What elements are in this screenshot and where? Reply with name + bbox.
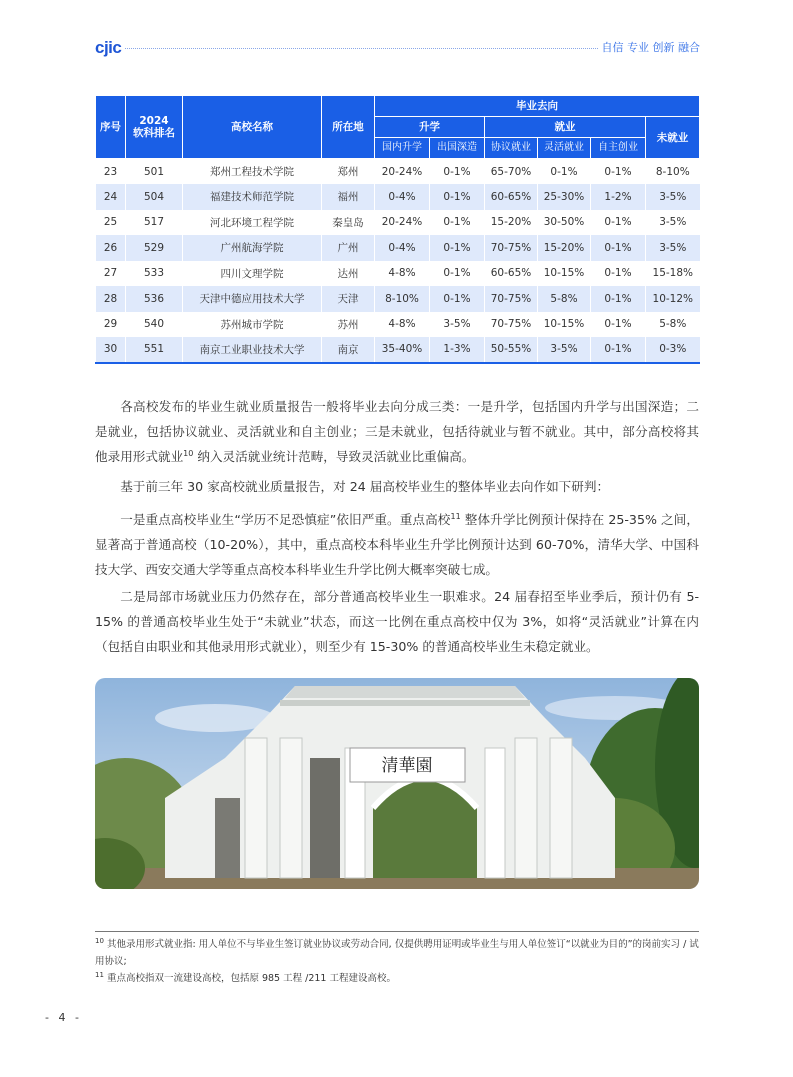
rank-header-line2: 软科排名 xyxy=(133,127,175,139)
footnote-11 xyxy=(95,970,699,987)
cell-self-employed: 0-1% xyxy=(591,312,646,338)
cell-flexible: 5-8% xyxy=(538,286,591,312)
col-header-abroad: 出国深造 xyxy=(430,138,485,159)
cell-school-name: 苏州城市学院 xyxy=(183,312,322,338)
header-slogan: 自信 专业 创新 融合 xyxy=(601,41,700,54)
cell-abroad: 0-1% xyxy=(430,286,485,312)
cell-abroad: 0-1% xyxy=(430,261,485,287)
graduate-destination-table xyxy=(95,95,699,364)
cell-abroad: 0-1% xyxy=(430,159,485,185)
cell-flexible: 10-15% xyxy=(538,261,591,287)
col-header-unemployed: 未就业 xyxy=(646,117,700,159)
paragraph-text: 各高校发布的毕业生就业质量报告一般将毕业去向分成三类：一是升学，包括国内升学与出国深造；二是就业，包括协议就业、灵活就业和自主创业；三是未就业，包括待就业与暂不就业。其中，部分高校将其他录用形式就业 xyxy=(95,399,699,464)
cell-domestic: 35-40% xyxy=(375,337,430,363)
cell-domestic: 4-8% xyxy=(375,312,430,338)
cell-abroad: 3-5% xyxy=(430,312,485,338)
cell-agreement: 65-70% xyxy=(485,159,538,185)
cell-self-employed: 0-1% xyxy=(591,159,646,185)
cell-location: 广州 xyxy=(322,235,375,261)
footnote-ref-10: 10 xyxy=(183,448,194,458)
cell-self-employed: 0-1% xyxy=(591,261,646,287)
cell-abroad: 0-1% xyxy=(430,184,485,210)
col-header-location: 所在地 xyxy=(322,96,375,159)
cell-domestic: 0-4% xyxy=(375,235,430,261)
cell-domestic: 8-10% xyxy=(375,286,430,312)
cell-location: 福州 xyxy=(322,184,375,210)
cell-location: 秦皇岛 xyxy=(322,210,375,236)
col-header-agreement: 协议就业 xyxy=(485,138,538,159)
footnote-number: 10 xyxy=(95,936,104,945)
cell-flexible: 30-50% xyxy=(538,210,591,236)
cell-abroad: 0-1% xyxy=(430,210,485,236)
cell-unemployed: 15-18% xyxy=(646,261,700,287)
cell-unemployed: 0-3% xyxy=(646,337,700,363)
page-number: - 4 - xyxy=(45,1011,82,1024)
cell-rank: 533 xyxy=(126,261,183,287)
cell-school-name: 广州航海学院 xyxy=(183,235,322,261)
paragraph-intro-judgement: 基于前三年 30 家高校就业质量报告，对 24 届高校毕业生的整体毕业去向作如下研判： xyxy=(120,479,610,494)
cell-seq: 26 xyxy=(96,235,126,261)
cell-flexible: 15-20% xyxy=(538,235,591,261)
cell-agreement: 70-75% xyxy=(485,312,538,338)
rank-header-line1: 2024 xyxy=(139,115,169,127)
cell-rank: 517 xyxy=(126,210,183,236)
cell-unemployed: 3-5% xyxy=(646,235,700,261)
table-row xyxy=(96,286,700,312)
cell-school-name: 河北环境工程学院 xyxy=(183,210,322,236)
col-header-employment: 就业 xyxy=(485,117,646,138)
cell-unemployed: 3-5% xyxy=(646,184,700,210)
cell-school-name: 天津中德应用技术大学 xyxy=(183,286,322,312)
cell-unemployed: 8-10% xyxy=(646,159,700,185)
cell-rank: 501 xyxy=(126,159,183,185)
cell-school-name: 郑州工程技术学院 xyxy=(183,159,322,185)
cell-rank: 529 xyxy=(126,235,183,261)
footnote-ref-11: 11 xyxy=(450,511,461,521)
cell-domestic: 4-8% xyxy=(375,261,430,287)
col-header-further-study: 升学 xyxy=(375,117,485,138)
col-header-self-employed: 自主创业 xyxy=(591,138,646,159)
col-header-name: 高校名称 xyxy=(183,96,322,159)
cell-self-employed: 0-1% xyxy=(591,235,646,261)
cell-flexible: 3-5% xyxy=(538,337,591,363)
cell-agreement: 50-55% xyxy=(485,337,538,363)
cell-agreement: 70-75% xyxy=(485,286,538,312)
table-row xyxy=(96,261,700,287)
cell-rank: 536 xyxy=(126,286,183,312)
col-header-flexible: 灵活就业 xyxy=(538,138,591,159)
cell-agreement: 15-20% xyxy=(485,210,538,236)
col-header-seq: 序号 xyxy=(96,96,126,159)
cell-self-employed: 0-1% xyxy=(591,210,646,236)
table-row xyxy=(96,337,700,363)
paragraph-destination-categories xyxy=(95,394,699,469)
cjic-logo: cjic xyxy=(95,38,122,57)
cell-location: 南京 xyxy=(322,337,375,363)
cell-seq: 25 xyxy=(96,210,126,236)
page-header xyxy=(95,38,700,58)
cell-rank: 504 xyxy=(126,184,183,210)
cell-unemployed: 10-12% xyxy=(646,286,700,312)
cell-rank: 540 xyxy=(126,312,183,338)
table-row xyxy=(96,235,700,261)
cell-agreement: 70-75% xyxy=(485,235,538,261)
table-row xyxy=(96,312,700,338)
col-header-domestic: 国内升学 xyxy=(375,138,430,159)
paragraph-point-one xyxy=(95,507,699,582)
table-row xyxy=(96,210,700,236)
paragraph-text: 一是重点高校毕业生“学历不足恐慎症”依旧严重。重点高校 xyxy=(120,512,451,527)
cell-domestic: 0-4% xyxy=(375,184,430,210)
cell-unemployed: 5-8% xyxy=(646,312,700,338)
cell-seq: 29 xyxy=(96,312,126,338)
cell-agreement: 60-65% xyxy=(485,261,538,287)
table-row xyxy=(96,159,700,185)
cell-domestic: 20-24% xyxy=(375,159,430,185)
cell-self-employed: 0-1% xyxy=(591,286,646,312)
footnote-text: 重点高校指双一流建设高校，包括原 985 工程 /211 工程建设高校。 xyxy=(106,973,396,984)
cell-flexible: 0-1% xyxy=(538,159,591,185)
tsinghua-gate-photo xyxy=(95,678,699,889)
cell-agreement: 60-65% xyxy=(485,184,538,210)
col-header-rank xyxy=(126,96,183,159)
cell-unemployed: 3-5% xyxy=(646,210,700,236)
cell-rank: 551 xyxy=(126,337,183,363)
paragraph-point-two: 二是局部市场就业压力仍然存在，部分普通高校毕业生一职难求。24 届春招至毕业季后，预计仍有 5-15% 的普通高校毕业生处于“未就业”状态，而这一比例在重点高校中仅为 3%，如将“灵活就业”计算在内（包括自由职业和其他录用形式就业），则至少有 15-30% 的普通高校毕业生未稳定就业。 xyxy=(95,589,699,654)
cell-seq: 28 xyxy=(96,286,126,312)
paragraph-text: 整体升学比例预计保持在 25-35% 之间，显著高于普通高校（10-20%），其中，重点高校本科毕业生升学比例预计达到 60-70%，清华大学、中国科技大学、西安交通大学等重点高校本科毕业生升学比例大概率突破七成。 xyxy=(95,512,699,577)
gate-plaque-text: 清華園 xyxy=(381,756,433,776)
cell-seq: 24 xyxy=(96,184,126,210)
cell-self-employed: 1-2% xyxy=(591,184,646,210)
cell-school-name: 南京工业职业技术大学 xyxy=(183,337,322,363)
paragraph-text: 纳入灵活就业统计范畴，导致灵活就业比重偏高。 xyxy=(197,449,475,464)
cell-seq: 23 xyxy=(96,159,126,185)
cell-school-name: 福建技术师范学院 xyxy=(183,184,322,210)
cell-location: 天津 xyxy=(322,286,375,312)
cell-seq: 27 xyxy=(96,261,126,287)
cell-flexible: 10-15% xyxy=(538,312,591,338)
cell-abroad: 1-3% xyxy=(430,337,485,363)
footnote-10 xyxy=(95,936,699,970)
cell-seq: 30 xyxy=(96,337,126,363)
cell-flexible: 25-30% xyxy=(538,184,591,210)
table-row xyxy=(96,184,700,210)
cell-location: 达州 xyxy=(322,261,375,287)
cell-school-name: 四川文理学院 xyxy=(183,261,322,287)
cell-domestic: 20-24% xyxy=(375,210,430,236)
col-header-destination: 毕业去向 xyxy=(375,96,700,117)
cell-location: 郑州 xyxy=(322,159,375,185)
footnote-number: 11 xyxy=(95,970,104,979)
cell-location: 苏州 xyxy=(322,312,375,338)
header-divider xyxy=(125,48,598,49)
footnote-divider xyxy=(95,931,699,932)
cell-abroad: 0-1% xyxy=(430,235,485,261)
footnote-text: 其他录用形式就业指: 用人单位不与毕业生签订就业协议或劳动合同, 仅提供聘用证明或毕业生与用人单位签订“以就业为目的”的岗前实习 / 试用协议; xyxy=(95,939,699,967)
cell-self-employed: 0-1% xyxy=(591,337,646,363)
